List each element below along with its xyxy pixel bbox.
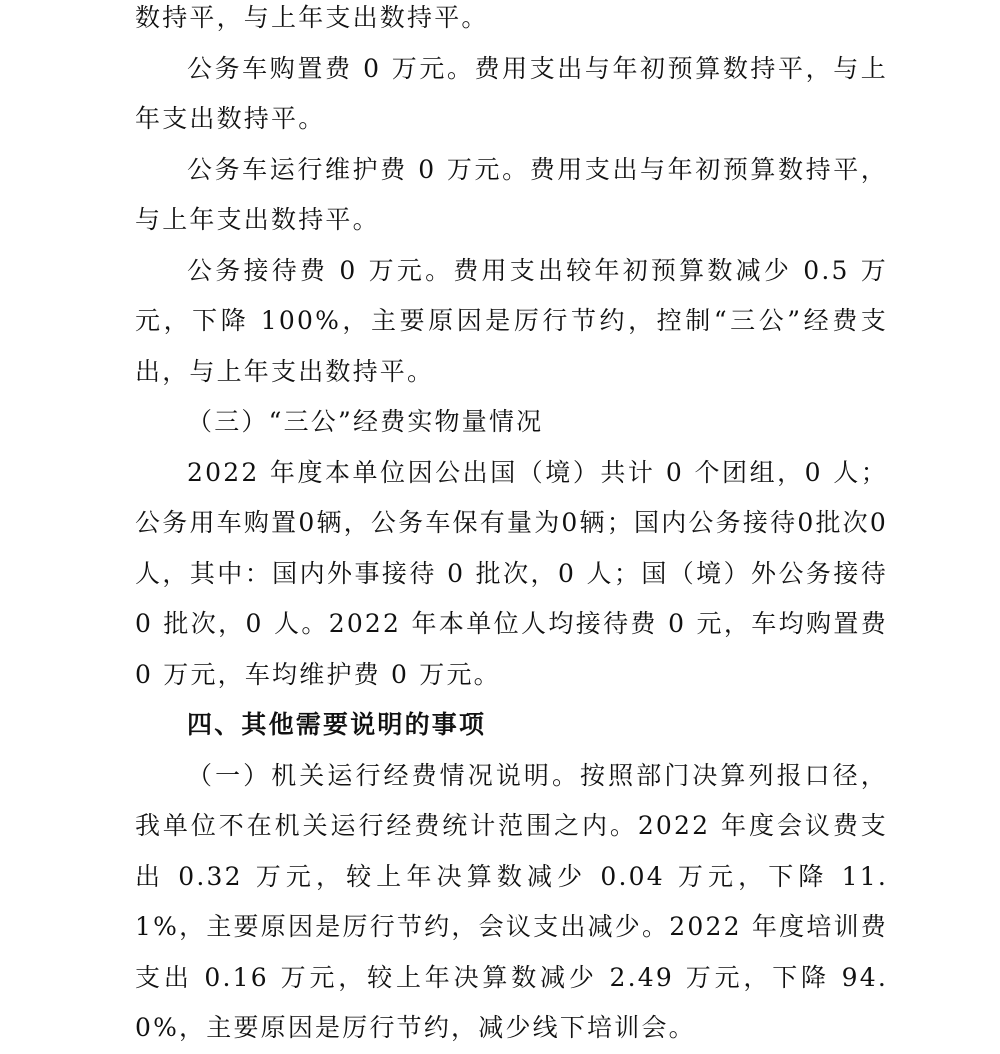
subheading-physical-quantity: （三）“三公”经费实物量情况 <box>187 407 544 436</box>
paragraph-vehicle-maintenance: 公务车运行维护费 0 万元。费用支出与年初预算数持平，与上年支出数持平。 <box>135 154 888 234</box>
paragraph-continuation: 数持平，与上年支出数持平。 <box>135 3 489 32</box>
paragraph-vehicle-purchase: 公务车购置费 0 万元。费用支出与年初预算数持平，与上年支出数持平。 <box>135 53 888 133</box>
paragraph-reception-expense: 公务接待费 0 万元。费用支出较年初预算数减少 0.5 万元，下降 100%，主要原因是厉行节约，控制“三公”经费支出，与上年支出数持平。 <box>135 255 888 386</box>
paragraph-physical-quantity: 2022 年度本单位因公出国（境）共计 0 个团组，0 人；公务用车购置0辆，公务车保有量为0辆；国内公务接待0批次0人，其中：国内外事接待 0 批次，0 人；国（境）外公务接待 0 批次，0 人。2022 年本单位人均接待费 0 元，车均购置费 0 万元，车均维护费 0 万元。 <box>135 457 888 689</box>
section-heading-other-matters: 四、其他需要说明的事项 <box>187 710 487 739</box>
paragraph-operating-expenses: （一）机关运行经费情况说明。按照部门决算列报口径，我单位不在机关运行经费统计范围之内。2022 年度会议费支出 0.32 万元，较上年决算数减少 0.04 万元，下降 11.1%，主要原因是厉行节约，会议支出减少。2022 年度培训费支出 0.16 万元，较上年决算数减少 2.49 万元，下降 94.0%，主要原因是厉行节约，减少线下培训会。 <box>135 760 888 1042</box>
